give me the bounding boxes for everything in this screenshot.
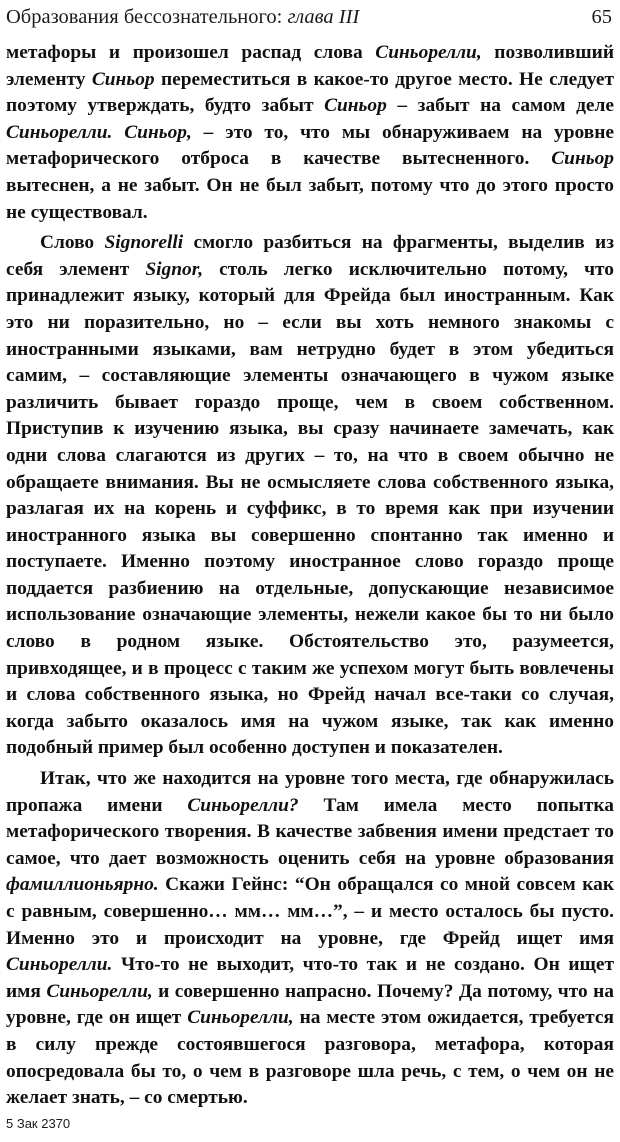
text-run: Что-то не выходит, что-то так и не создано. Он ищет имя: [6, 954, 614, 1002]
text-run: позволивший элементу: [6, 42, 614, 90]
text-run: Скажи Гейнс: “Он обращался со мной совсем как с равным, совершенно… мм… мм…”, – и место осталось бы пусто. Именно это и происходит на уровне, где Фрейд ищет имя: [6, 874, 614, 949]
italic-term: Синьорелли,: [46, 980, 153, 1002]
running-head-title-text: Образования бессознательного:: [6, 6, 288, 28]
text-run: переместиться в какое-то другое место. Не следует поэтому утверждать, будто забыт: [6, 68, 614, 117]
paragraph-1: [6, 40, 614, 226]
italic-term: Синьор: [551, 148, 614, 170]
italic-term: фамиллионьярно.: [6, 874, 159, 896]
text-run: – забыт на самом деле: [386, 95, 614, 117]
text-run: смогло разбиться на фрагменты, выделив из себя элемент: [6, 232, 614, 280]
italic-term: Синьорелли,: [375, 42, 482, 63]
text-run: вытеснен, а не забыт. Он не был забыт, потому что до этого просто не существовал.: [6, 174, 614, 223]
book-page: [6, 0, 614, 1142]
running-head-chapter: глава III: [287, 6, 360, 28]
italic-term: Signorelli: [104, 232, 184, 254]
italic-term: Синьор: [91, 68, 155, 90]
paragraph-2: [6, 230, 614, 762]
italic-term: Синьорелли.: [6, 954, 113, 976]
italic-term: Синьор: [324, 95, 387, 117]
text-run: столь легко исключительно потому, что принадлежит языку, который для Фрейда был иностранным. Как это ни поразительно, но – если вы хоть немного знакомы с иностранными языками, вам нетрудно будет в этом убедиться самим, – составляющие элементы означающего в чужом языке различить бывает гораздо проще, чем в своем собственном. Приступив к изучению языка, вы сразу начинаете замечать, как одни слова слагаются из других – то, на что в своем обычно не обращаете внимания. Вы не осмысляете слова собственного языка, разлагая их на корень и суффикс, в то время как при изучении иностранного языка вы совершенно спонтанно так именно и поступаете. Именно поэтому иностранное слово гораздо проще поддается разбиению на отдельные, допускающие независимое использование означающие элементы, нежели какое бы то ни было слово в родном языке. Обстоятельство это, разумеется, привходящее, и в процесс с таким же успехом могут быть вовлечены и слова собственного языка, но Фрейд начал все-таки со случая, когда забыто оказалось имя на чужом языке, так как именно подобный пример был особенно доступен и показателен.: [6, 258, 614, 759]
printer-signature: 5 Зак 2370: [6, 1116, 71, 1131]
italic-term: Синьорелли. Синьор,: [6, 121, 192, 143]
text-run: Слово: [40, 232, 105, 254]
text-run: Итак, что же находится на уровне того места, где обнаружилась пропажа имени: [6, 768, 614, 816]
italic-term: Синьорелли,: [187, 1007, 294, 1029]
italic-term: Signor,: [145, 258, 204, 280]
text-run: и совершенно напрасно. Почему? Да потому, что на уровне, где он ищет: [6, 980, 614, 1029]
text-run: на месте этом ожидается, требуется в силу прежде состоявшегося разговора, метафора, которая опосредовала бы то, о чем в разговоре шла речь, с тем, о чем он не желает знать, – со смертью.: [6, 1007, 614, 1109]
page-number: 65: [591, 6, 612, 28]
italic-term: Синьорелли?: [187, 794, 299, 816]
text-run: метафоры и произошел распад слова: [6, 42, 376, 63]
paragraph-3: [6, 766, 614, 1112]
running-head: [6, 2, 614, 32]
running-head-title: [6, 2, 359, 32]
body-text: [6, 40, 614, 1112]
text-run: Там имела место попытка метафорического творения. В качестве забвения имени предстает то самое, что дает возможность оценить себя на уровне образования: [6, 794, 614, 869]
text-run: – это то, что мы обнаруживаем на уровне метафорического отброса в качестве вытесненного.: [6, 121, 614, 170]
